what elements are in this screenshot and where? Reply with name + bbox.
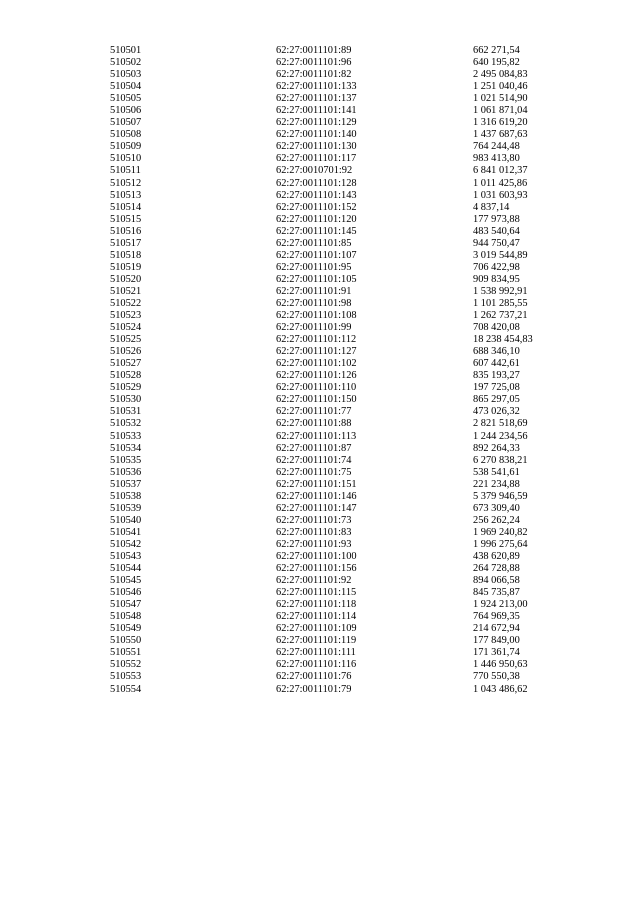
row-id-cell: 510501 — [110, 45, 142, 57]
table-row — [110, 443, 563, 455]
cadastral-value-cell: 708 420,08 — [473, 322, 520, 334]
cadastral-number-cell: 62:27:0011101:151 — [276, 478, 357, 490]
cadastral-number-cell: 62:27:0011101:113 — [276, 430, 357, 442]
row-id-cell: 510518 — [110, 249, 142, 261]
registry-table — [110, 45, 563, 696]
table-row — [110, 153, 563, 165]
cadastral-number-cell: 62:27:0011101:77 — [276, 406, 352, 418]
cadastral-value-cell: 197 725,08 — [473, 382, 520, 394]
table-row — [110, 467, 563, 479]
table-row — [110, 671, 563, 683]
cadastral-value-cell: 1 262 737,21 — [473, 310, 528, 322]
row-id-cell: 510524 — [110, 322, 142, 334]
cadastral-value-cell: 706 422,98 — [473, 261, 520, 273]
table-row — [110, 129, 563, 141]
table-row — [110, 346, 563, 358]
cadastral-number-cell: 62:27:0011101:112 — [276, 334, 357, 346]
cadastral-value-cell: 18 238 454,83 — [473, 334, 533, 346]
cadastral-number-cell: 62:27:0011101:108 — [276, 310, 357, 322]
row-id-cell: 510539 — [110, 502, 142, 514]
cadastral-number-cell: 62:27:0011101:130 — [276, 141, 357, 153]
cadastral-number-cell: 62:27:0011101:107 — [276, 249, 357, 261]
table-row — [110, 611, 563, 623]
cadastral-value-cell: 835 193,27 — [473, 370, 520, 382]
cadastral-number-cell: 62:27:0011101:150 — [276, 394, 357, 406]
cadastral-value-cell: 1 969 240,82 — [473, 526, 528, 538]
table-row — [110, 165, 563, 177]
row-id-cell: 510533 — [110, 430, 142, 442]
cadastral-number-cell: 62:27:0011101:119 — [276, 635, 357, 647]
row-id-cell: 510527 — [110, 358, 142, 370]
cadastral-value-cell: 1 446 950,63 — [473, 659, 528, 671]
cadastral-number-cell: 62:27:0011101:95 — [276, 261, 352, 273]
cadastral-number-cell: 62:27:0011101:129 — [276, 117, 357, 129]
cadastral-value-cell: 1 244 234,56 — [473, 430, 528, 442]
cadastral-value-cell: 1 101 285,55 — [473, 298, 528, 309]
row-id-cell: 510542 — [110, 538, 142, 550]
table-row — [110, 623, 563, 635]
table-row — [110, 418, 563, 430]
cadastral-value-cell: 1 437 687,63 — [473, 129, 528, 141]
cadastral-value-cell: 177 973,88 — [473, 213, 520, 225]
table-row — [110, 394, 563, 406]
cadastral-value-cell: 892 264,33 — [473, 442, 520, 454]
cadastral-number-cell: 62:27:0010701:92 — [276, 165, 353, 177]
table-row — [110, 370, 563, 382]
row-id-cell: 510507 — [110, 117, 142, 129]
table-row — [110, 539, 563, 551]
cadastral-number-cell: 62:27:0011101:79 — [276, 683, 352, 695]
cadastral-number-cell: 62:27:0011101:115 — [276, 587, 357, 599]
cadastral-value-cell: 473 026,32 — [473, 406, 520, 418]
row-id-cell: 510546 — [110, 587, 142, 599]
cadastral-number-cell: 62:27:0011101:102 — [276, 358, 357, 370]
table-row — [110, 57, 563, 69]
table-row — [110, 214, 563, 226]
cadastral-value-cell: 1 061 871,04 — [473, 105, 528, 117]
row-id-cell: 510519 — [110, 261, 142, 273]
table-row — [110, 527, 563, 539]
table-row — [110, 310, 563, 322]
table-row — [110, 226, 563, 238]
table-row — [110, 69, 563, 81]
cadastral-value-cell: 1 031 603,93 — [473, 189, 528, 201]
cadastral-number-cell: 62:27:0011101:145 — [276, 225, 357, 237]
table-row — [110, 202, 563, 214]
row-id-cell: 510520 — [110, 273, 142, 285]
row-id-cell: 510536 — [110, 466, 142, 478]
cadastral-value-cell: 894 066,58 — [473, 575, 520, 587]
cadastral-number-cell: 62:27:0011101:83 — [276, 526, 352, 538]
row-id-cell: 510530 — [110, 394, 142, 406]
table-row — [110, 575, 563, 587]
row-id-cell: 510526 — [110, 346, 142, 358]
table-row — [110, 406, 563, 418]
cadastral-number-cell: 62:27:0011101:110 — [276, 382, 357, 394]
table-row — [110, 141, 563, 153]
cadastral-number-cell: 62:27:0011101:118 — [276, 599, 357, 611]
cadastral-number-cell: 62:27:0011101:117 — [276, 153, 357, 165]
cadastral-value-cell: 1 924 213,00 — [473, 599, 528, 611]
cadastral-value-cell: 673 309,40 — [473, 502, 520, 514]
table-row — [110, 45, 563, 57]
cadastral-number-cell: 62:27:0011101:143 — [276, 189, 357, 201]
table-row — [110, 599, 563, 611]
row-id-cell: 510521 — [110, 285, 142, 297]
cadastral-number-cell: 62:27:0011101:127 — [276, 346, 357, 358]
cadastral-number-cell: 62:27:0011101:140 — [276, 129, 357, 141]
row-id-cell: 510509 — [110, 141, 142, 153]
cadastral-value-cell: 3 019 544,89 — [473, 249, 528, 261]
cadastral-number-cell: 62:27:0011101:133 — [276, 81, 357, 93]
table-row — [110, 178, 563, 190]
cadastral-value-cell: 1 996 275,64 — [473, 538, 528, 550]
cadastral-value-cell: 6 841 012,37 — [473, 165, 528, 177]
table-row — [110, 81, 563, 93]
cadastral-number-cell: 62:27:0011101:75 — [276, 466, 352, 478]
cadastral-value-cell: 4 837,14 — [473, 201, 510, 213]
table-row — [110, 551, 563, 563]
cadastral-value-cell: 214 672,94 — [473, 623, 520, 635]
cadastral-value-cell: 1 316 619,20 — [473, 117, 528, 129]
row-id-cell: 510543 — [110, 550, 142, 562]
cadastral-value-cell: 483 540,64 — [473, 225, 520, 237]
cadastral-value-cell: 865 297,05 — [473, 394, 520, 406]
cadastral-value-cell: 662 271,54 — [473, 45, 520, 57]
table-row — [110, 647, 563, 659]
table-row — [110, 250, 563, 262]
cadastral-value-cell: 438 620,89 — [473, 550, 520, 562]
cadastral-value-cell: 1 538 992,91 — [473, 285, 528, 297]
cadastral-number-cell: 62:27:0011101:93 — [276, 538, 352, 550]
cadastral-value-cell: 171 361,74 — [473, 647, 520, 659]
row-id-cell: 510550 — [110, 635, 142, 647]
cadastral-value-cell: 770 550,38 — [473, 671, 520, 683]
row-id-cell: 510523 — [110, 310, 142, 322]
cadastral-number-cell: 62:27:0011101:120 — [276, 213, 357, 225]
cadastral-value-cell: 1 021 514,90 — [473, 93, 528, 105]
cadastral-number-cell: 62:27:0011101:146 — [276, 490, 357, 502]
row-id-cell: 510516 — [110, 225, 142, 237]
cadastral-value-cell: 221 234,88 — [473, 478, 520, 490]
table-row — [110, 659, 563, 671]
row-id-cell: 510551 — [110, 647, 142, 659]
table-row — [110, 587, 563, 599]
row-id-cell: 510514 — [110, 201, 142, 213]
table-row — [110, 358, 563, 370]
table-row — [110, 431, 563, 443]
row-id-cell: 510548 — [110, 611, 142, 623]
row-id-cell: 510506 — [110, 105, 142, 117]
cadastral-value-cell: 607 442,61 — [473, 358, 520, 370]
cadastral-value-cell: 1 251 040,46 — [473, 81, 528, 93]
table-row — [110, 334, 563, 346]
row-id-cell: 510513 — [110, 189, 142, 201]
row-id-cell: 510535 — [110, 454, 142, 466]
row-id-cell: 510522 — [110, 298, 142, 309]
table-row — [110, 382, 563, 394]
cadastral-number-cell: 62:27:0011101:99 — [276, 322, 352, 334]
table-row — [110, 635, 563, 647]
cadastral-value-cell: 1 011 425,86 — [473, 177, 528, 189]
cadastral-value-cell: 909 834,95 — [473, 273, 520, 285]
cadastral-number-cell: 62:27:0011101:85 — [276, 237, 352, 249]
row-id-cell: 510528 — [110, 370, 142, 382]
table-row — [110, 515, 563, 527]
cadastral-number-cell: 62:27:0011101:91 — [276, 285, 352, 297]
cadastral-value-cell: 764 969,35 — [473, 611, 520, 623]
cadastral-number-cell: 62:27:0011101:92 — [276, 575, 352, 587]
cadastral-number-cell: 62:27:0011101:114 — [276, 611, 357, 623]
table-row — [110, 491, 563, 503]
cadastral-number-cell: 62:27:0011101:73 — [276, 514, 352, 526]
row-id-cell: 510502 — [110, 57, 142, 69]
table-row — [110, 274, 563, 286]
cadastral-number-cell: 62:27:0011101:147 — [276, 502, 357, 514]
table-row — [110, 322, 563, 334]
row-id-cell: 510553 — [110, 671, 142, 683]
table-row — [110, 105, 563, 117]
cadastral-number-cell: 62:27:0011101:100 — [276, 550, 357, 562]
cadastral-number-cell: 62:27:0011101:137 — [276, 93, 357, 105]
row-id-cell: 510525 — [110, 334, 142, 346]
table-row — [110, 117, 563, 129]
cadastral-value-cell: 764 244,48 — [473, 141, 520, 153]
cadastral-value-cell: 5 379 946,59 — [473, 490, 528, 502]
row-id-cell: 510510 — [110, 153, 142, 165]
cadastral-value-cell: 640 195,82 — [473, 57, 520, 69]
row-id-cell: 510549 — [110, 623, 142, 635]
cadastral-number-cell: 62:27:0011101:74 — [276, 454, 352, 466]
cadastral-value-cell: 944 750,47 — [473, 237, 520, 249]
row-id-cell: 510540 — [110, 514, 142, 526]
row-id-cell: 510517 — [110, 237, 142, 249]
cadastral-number-cell: 62:27:0011101:109 — [276, 623, 357, 635]
cadastral-number-cell: 62:27:0011101:128 — [276, 177, 357, 189]
row-id-cell: 510511 — [110, 165, 141, 177]
table-row — [110, 503, 563, 515]
cadastral-value-cell: 983 413,80 — [473, 153, 520, 165]
cadastral-number-cell: 62:27:0011101:98 — [276, 298, 352, 309]
cadastral-value-cell: 538 541,61 — [473, 466, 520, 478]
cadastral-value-cell: 688 346,10 — [473, 346, 520, 358]
cadastral-value-cell: 6 270 838,21 — [473, 454, 528, 466]
cadastral-number-cell: 62:27:0011101:126 — [276, 370, 357, 382]
cadastral-number-cell: 62:27:0011101:88 — [276, 418, 352, 430]
row-id-cell: 510537 — [110, 478, 142, 490]
table-row — [110, 683, 563, 695]
row-id-cell: 510547 — [110, 599, 142, 611]
row-id-cell: 510531 — [110, 406, 142, 418]
cadastral-value-cell: 256 262,24 — [473, 514, 520, 526]
cadastral-number-cell: 62:27:0011101:111 — [276, 647, 356, 659]
row-id-cell: 510541 — [110, 526, 142, 538]
row-id-cell: 510552 — [110, 659, 142, 671]
cadastral-number-cell: 62:27:0011101:156 — [276, 563, 357, 575]
row-id-cell: 510503 — [110, 69, 142, 81]
cadastral-number-cell: 62:27:0011101:141 — [276, 105, 357, 117]
row-id-cell: 510505 — [110, 93, 142, 105]
cadastral-number-cell: 62:27:0011101:152 — [276, 201, 357, 213]
cadastral-number-cell: 62:27:0011101:89 — [276, 45, 352, 57]
row-id-cell: 510554 — [110, 683, 142, 695]
cadastral-value-cell: 2 495 084,83 — [473, 69, 528, 81]
cadastral-value-cell: 177 849,00 — [473, 635, 520, 647]
row-id-cell: 510545 — [110, 575, 142, 587]
table-row — [110, 286, 563, 298]
cadastral-value-cell: 2 821 518,69 — [473, 418, 528, 430]
row-id-cell: 510532 — [110, 418, 142, 430]
table-row — [110, 262, 563, 274]
cadastral-number-cell: 62:27:0011101:116 — [276, 659, 357, 671]
cadastral-number-cell: 62:27:0011101:87 — [276, 442, 352, 454]
row-id-cell: 510529 — [110, 382, 142, 394]
table-row — [110, 93, 563, 105]
cadastral-value-cell: 1 043 486,62 — [473, 683, 528, 695]
table-row — [110, 563, 563, 575]
cadastral-value-cell: 264 728,88 — [473, 563, 520, 575]
table-row — [110, 238, 563, 250]
row-id-cell: 510508 — [110, 129, 142, 141]
row-id-cell: 510538 — [110, 490, 142, 502]
row-id-cell: 510504 — [110, 81, 142, 93]
registry-table-body — [110, 45, 563, 696]
table-row — [110, 298, 563, 310]
cadastral-value-cell: 845 735,87 — [473, 587, 520, 599]
row-id-cell: 510544 — [110, 563, 142, 575]
cadastral-number-cell: 62:27:0011101:82 — [276, 69, 352, 81]
table-row — [110, 455, 563, 467]
table-row — [110, 190, 563, 202]
table-row — [110, 479, 563, 491]
cadastral-number-cell: 62:27:0011101:96 — [276, 57, 352, 69]
cadastral-number-cell: 62:27:0011101:76 — [276, 671, 352, 683]
row-id-cell: 510534 — [110, 442, 142, 454]
row-id-cell: 510512 — [110, 177, 142, 189]
row-id-cell: 510515 — [110, 213, 142, 225]
cadastral-number-cell: 62:27:0011101:105 — [276, 273, 357, 285]
